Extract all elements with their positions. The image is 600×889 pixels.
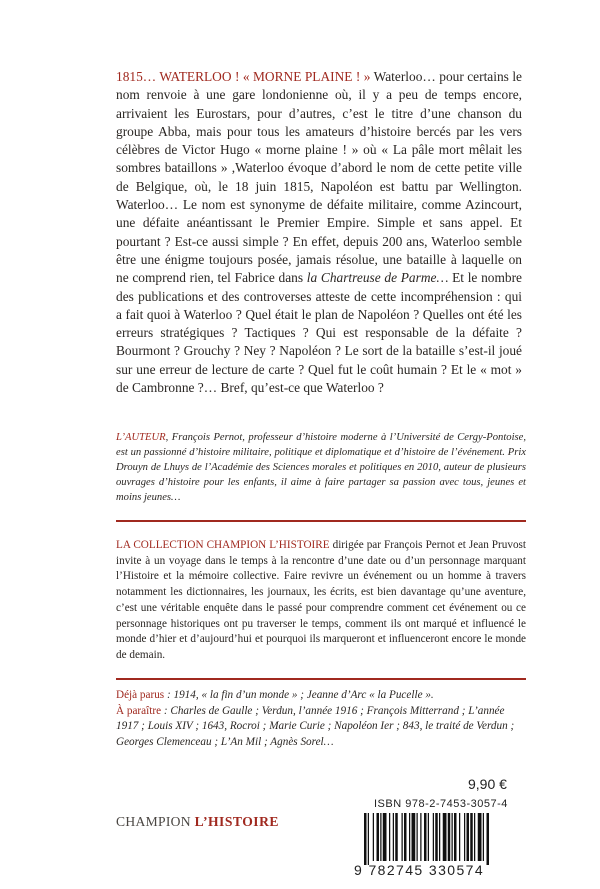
barcode-block bbox=[354, 798, 534, 880]
intro-italic-title: la Chartreuse de Parme… bbox=[306, 270, 449, 286]
published-line bbox=[116, 688, 526, 704]
intro-paragraph bbox=[116, 68, 522, 397]
author-paragraph bbox=[116, 430, 526, 505]
upcoming-label: À paraître bbox=[116, 704, 162, 717]
intro-text-part2: Et le nombre des publications et des controverses atteste de cette incompréhension : qui a fait quoi à Waterloo ? Quel était le plan de Napoléon ? Quelles ont été les erreurs stratégiques ? Tactiques ? Qui est responsable de la défaite ? Bourmont ? Grouchy ? Ney ? Napoléon ? Le sort de la bataille s’est-il joué sur une erreur de lecture de carte ? Quel fut le coût humain ? Et le « mot » de Cambronne ?… Bref, qu’est-ce que Waterloo ? bbox=[116, 270, 522, 396]
collection-paragraph bbox=[116, 538, 526, 664]
collection-text: dirigée par François Pernot et Jean Pruvost invite à un voyage dans le temps à la rencontre d’une date ou d’un personnage marquant l’Histoire et la mémoire collective. Faire revivre un événement ou un homme à travers notamment les dictionnaires, les journaux, les écrits, est bien davantage qu’une aventure, c’est une véritable enquête dans le passé pour comprendre comment cet événement ou ce personnage historiques ont pu traverser le temps, comment ils ont marqué et influencé le monde d’hier et d’aujourd’hui et pourquoi ils marqueront et influenceront encore le monde de demain. bbox=[116, 539, 527, 661]
ean-number: 9 782745 330574 bbox=[354, 862, 484, 878]
intro-text-part1: Waterloo… pour certains le nom renvoie à une gare londonienne où, il y a peu de temps encore, arrivaient les Eurostars, pour d’autres, c’est le titre d’une chanson du groupe Abba, mais pour tous les amateurs d’histoire bercés par les vers célèbres de Victor Hugo « morne plaine ! » où « La pâle mort mêlait les sombres bataillons » ,Waterloo évoque d’abord le nom de cette petite ville de Belgique, où, le 18 juin 1815, Napoléon est battu par Wellington. Waterloo… Le nom est synonyme de défaite militaire, comme Azincourt, une défaite anéantissant le Premier Empire. Simple et sans appel. Et pourtant ? Est-ce aussi simple ? En effet, depuis 200 ans, Waterloo semble être une énigme toujours posée, jamais résolue, une bataille à laquelle on ne comprend rien, tel Fabrice dans bbox=[116, 69, 522, 286]
author-label: L’AUTEUR bbox=[116, 432, 166, 443]
isbn-number: ISBN 978-2-7453-3057-4 bbox=[374, 798, 508, 810]
publisher-logo bbox=[116, 814, 279, 830]
collection-label: LA COLLECTION CHAMPION L’HISTOIRE bbox=[116, 539, 330, 551]
brand-part1: CHAMPION bbox=[116, 814, 191, 829]
author-text: , François Pernot, professeur d’histoire moderne à l’Université de Cergy-Pontoise, est un passionné d’histoire militaire, politique et diplomatique et d’histoire de l’événement. Prix Drouyn de Lhuys de l’Académie des Sciences morales et politiques en 2010, auteur de plusieurs ouvrages d’histoire pour les enfants, il aime à faire partager sa passion avec tous, jeunes et moins jeunes… bbox=[116, 432, 526, 503]
published-label: Déjà parus bbox=[116, 689, 165, 701]
published-list: : 1914, « la fin d’un monde » ; Jeanne d’Arc « la Pucelle ». bbox=[164, 689, 434, 701]
upcoming-line bbox=[116, 704, 526, 751]
intro-title: 1815… WATERLOO ! « MORNE PLAINE ! » bbox=[116, 69, 371, 84]
books-list bbox=[116, 688, 526, 750]
upcoming-list: : Charles de Gaulle ; Verdun, l’année 1916 ; François Mitterrand ; L’année 1917 ; Louis XIV ; 1643, Rocroi ; Marie Curie ; Napoléon Ier ; 843, le traité de Verdun ; Georges Clemenceau ; L’An Mil ; Agnès Sorel… bbox=[116, 704, 515, 748]
divider-bottom bbox=[116, 678, 526, 680]
price-label: 9,90 € bbox=[468, 776, 507, 792]
divider-top bbox=[116, 520, 526, 522]
barcode-image bbox=[360, 813, 528, 865]
brand-part2: L’HISTOIRE bbox=[194, 814, 279, 829]
